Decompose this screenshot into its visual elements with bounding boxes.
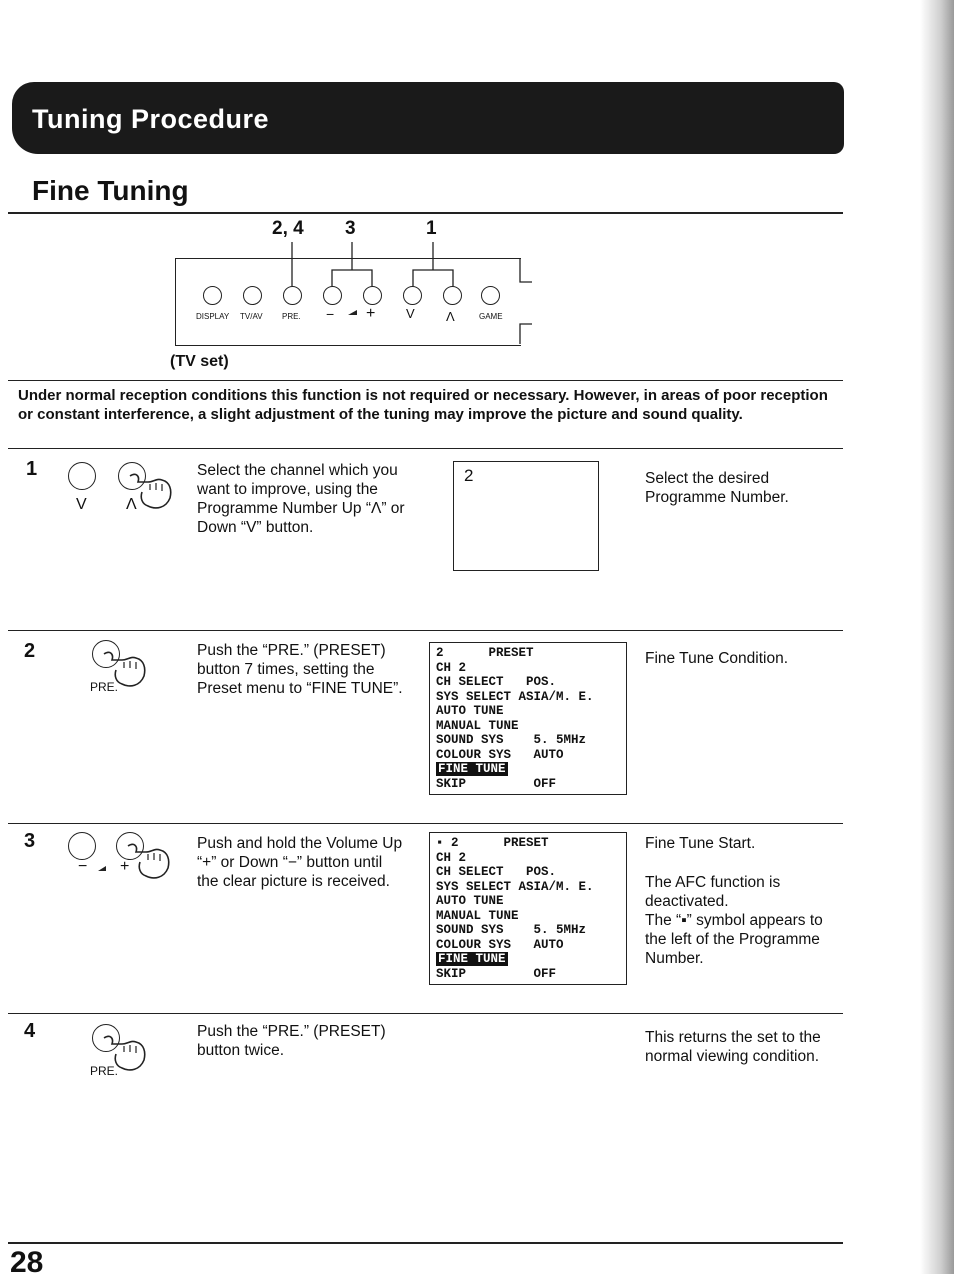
page-title: Fine Tuning (32, 175, 189, 206)
game-button (481, 286, 500, 305)
menu-row-value: AUTO (533, 747, 564, 762)
intro-top-rule (8, 380, 843, 381)
step-number: 1 (26, 458, 38, 480)
programme-up-label: Λ (126, 496, 137, 513)
menu-row-label: CH SELECT (436, 865, 504, 879)
diagram-caption: (TV set) (170, 353, 229, 370)
label-display: DISPLAY (196, 312, 230, 321)
volume-up-button (363, 286, 382, 305)
step4-rule (8, 1013, 843, 1014)
step-result: Fine Tune Condition. (645, 650, 789, 667)
menu-row-label: CH 2 (436, 850, 467, 865)
menu-row-label: SKIP (436, 966, 467, 981)
menu-row-label: CH SELECT (436, 675, 504, 689)
preset-menu-screen (429, 832, 627, 985)
menu-row-highlighted: FINE TUNE (438, 952, 506, 966)
menu-row-label: SOUND SYS (436, 733, 504, 747)
menu-title: PRESET (503, 836, 549, 850)
menu-row-value: ASIA/M. E. (518, 879, 594, 894)
step-number: 2 (24, 640, 36, 662)
menu-row-label: CH 2 (436, 660, 467, 675)
tv-screen (453, 461, 599, 571)
menu-programme-number: ▪ 2 (436, 836, 459, 850)
menu-row-value: OFF (533, 776, 557, 791)
menu-row-label: SOUND SYS (436, 923, 504, 937)
step-result-symbol: The “▪” symbol appears to the left of the Programme Number. (645, 912, 823, 967)
section-title: Tuning Procedure (32, 104, 270, 134)
volume-down-button-icon (68, 832, 96, 860)
step-instruction: Select the channel which you want to improve, using the Programme Number Up “Λ” or Down “V” button. (197, 462, 405, 536)
menu-row-value: 5. 5MHz (533, 733, 587, 747)
title-divider (8, 212, 843, 214)
programme-up-button (443, 286, 462, 305)
label-game: GAME (479, 312, 503, 321)
menu-row-highlighted: FINE TUNE (438, 762, 506, 776)
step-result-afc: The AFC function is deactivated. (645, 874, 781, 910)
programme-down-button (403, 286, 422, 305)
label-programme-down: V (406, 306, 415, 321)
callout-steps-2-4: 2, 4 (272, 218, 304, 239)
callout-step-3: 3 (345, 218, 356, 239)
menu-row-label: AUTO TUNE (436, 704, 504, 718)
menu-programme-number: 2 (436, 646, 444, 660)
volume-up-label: + (120, 858, 130, 875)
step-result-start: Fine Tune Start. (645, 835, 756, 852)
volume-down-button (323, 286, 342, 305)
pre-label: PRE. (90, 680, 119, 694)
menu-row-value: OFF (533, 966, 557, 981)
label-volume-down: − (326, 306, 335, 322)
step-number: 3 (24, 830, 36, 852)
menu-row-value: 5. 5MHz (533, 923, 587, 937)
step-result: Select the desired Programme Number. (645, 470, 789, 506)
step-number: 4 (24, 1020, 36, 1042)
volume-down-label: − (78, 858, 88, 875)
label-pre: PRE. (282, 312, 301, 321)
footer-rule (8, 1242, 843, 1244)
callout-step-1: 1 (426, 218, 437, 239)
menu-row-label: SYS SELECT (436, 689, 512, 704)
programme-down-label: V (76, 496, 87, 513)
menu-row-label: SKIP (436, 776, 467, 791)
tv-front-panel (175, 258, 521, 346)
programme-down-button-icon (68, 462, 96, 490)
tv-av-button (243, 286, 262, 305)
menu-row-label: MANUAL TUNE (436, 908, 519, 923)
page-edge-shading (920, 0, 954, 1274)
screen-programme-number: 2 (464, 466, 474, 485)
volume-wedge-icon (98, 866, 106, 871)
menu-row-label: COLOUR SYS (436, 937, 512, 952)
menu-row-label: AUTO TUNE (436, 894, 504, 908)
page-number: 28 (10, 1246, 44, 1279)
step-instruction: Push and hold the Volume Up “+” or Down “−” button until the clear picture is received. (197, 835, 403, 890)
menu-row-label: COLOUR SYS (436, 747, 512, 762)
pre-button (283, 286, 302, 305)
display-button (203, 286, 222, 305)
menu-row-value: ASIA/M. E. (518, 689, 594, 704)
intro-text: Under normal reception conditions this function is not required or necessary. However, in areas of poor reception or constant interference, a slight adjustment of the tuning may improve the picture and sound quality. (18, 387, 828, 423)
pressing-hand-icon (124, 840, 174, 882)
step-result: This returns the set to the normal viewing condition. (645, 1029, 821, 1065)
volume-wedge-icon (348, 310, 357, 315)
step-instruction: Push the “PRE.” (PRESET) button 7 times, setting the Preset menu to “FINE TUNE”. (197, 642, 403, 697)
step-instruction: Push the “PRE.” (PRESET) button twice. (197, 1023, 386, 1059)
menu-title: PRESET (488, 646, 534, 660)
menu-row-label: MANUAL TUNE (436, 718, 519, 733)
menu-row-value: AUTO (533, 937, 564, 952)
step2-rule (8, 630, 843, 631)
preset-menu-screen (429, 642, 627, 795)
pre-label: PRE. (90, 1064, 119, 1078)
step3-rule (8, 823, 843, 824)
step1-rule (8, 448, 843, 449)
label-programme-up: Λ (446, 309, 455, 324)
menu-row-value: POS. (526, 675, 557, 689)
label-tv-av: TV/AV (240, 312, 263, 321)
menu-row-label: SYS SELECT (436, 879, 512, 894)
label-volume-up: + (366, 305, 376, 322)
menu-row-value: POS. (526, 865, 557, 879)
